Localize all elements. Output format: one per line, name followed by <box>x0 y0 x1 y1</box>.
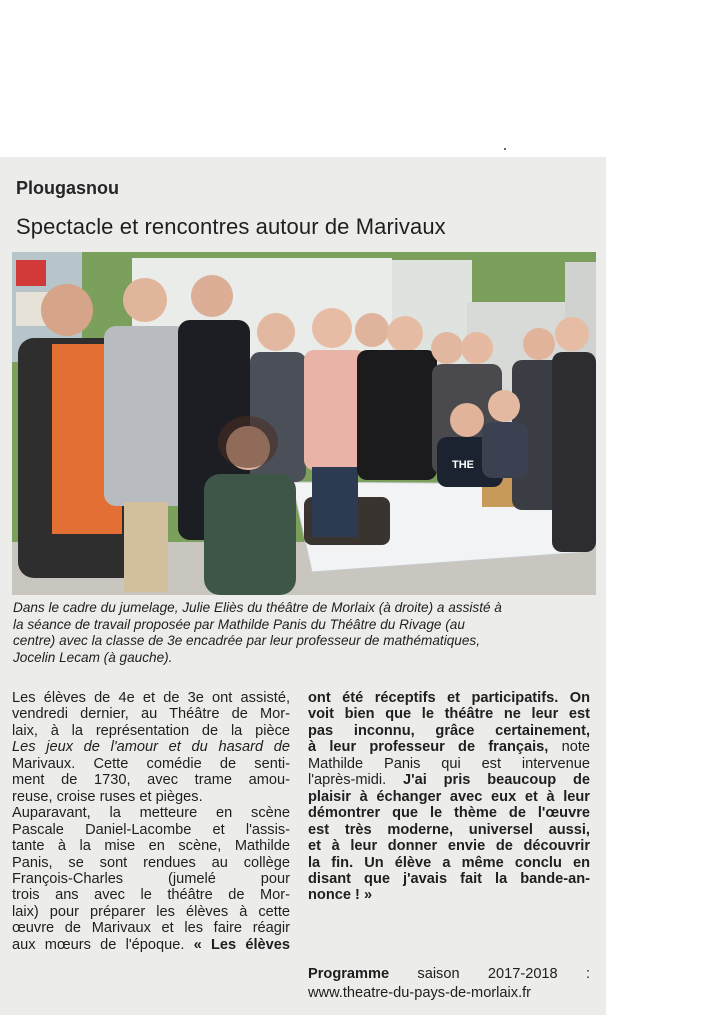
body-text: tante à la mise en scène, Mathilde <box>12 838 290 855</box>
article-body-left-column <box>12 690 290 953</box>
body-line <box>308 855 590 871</box>
body-text: Les élèves de 4e et de 3e ont assisté, <box>12 690 290 706</box>
program-line <box>308 965 590 984</box>
body-text: « Les élèves <box>193 936 290 953</box>
body-line <box>12 822 290 838</box>
body-line <box>12 756 290 772</box>
body-text: aux mœurs de l'époque. <box>12 936 194 953</box>
body-text: François-Charles (jumelé pour <box>12 870 290 887</box>
body-text: Marivaux. Cette comédie de senti- <box>12 755 290 772</box>
body-line <box>12 690 290 706</box>
body-text: pas inconnu, grâce certainement, <box>308 722 590 739</box>
article-headline: Spectacle et rencontres autour de Marivaux <box>16 214 446 239</box>
caption-line: Jocelin Lecam (à gauche). <box>13 649 173 665</box>
program-season: saison 2017-2018 : <box>417 966 590 982</box>
poster <box>16 260 46 286</box>
body-line <box>308 789 590 805</box>
body-line <box>12 937 290 953</box>
classroom-photo-illustration <box>12 252 596 595</box>
body-line <box>12 772 290 788</box>
location-kicker: Plougasnou <box>16 178 119 198</box>
body-text: est très moderne, universel aussi, <box>308 821 590 838</box>
group-photo <box>12 252 596 595</box>
body-text: laix) pour préparer les élèves à cette <box>12 903 290 920</box>
body-line <box>12 904 290 920</box>
body-line <box>12 920 290 936</box>
body-text: Mathilde Panis qui est intervenue <box>308 755 590 772</box>
body-text: disant que j'avais fait la bande-an- <box>308 870 590 887</box>
body-text: note <box>561 739 590 756</box>
program-info <box>308 965 590 1003</box>
body-text: voit bien que le théâtre ne leur est <box>308 706 590 723</box>
body-line <box>12 706 290 722</box>
body-line <box>12 871 290 887</box>
body-line <box>12 739 290 755</box>
photo-caption <box>13 600 595 666</box>
body-text: reuse, croise ruses et pièges. <box>12 788 203 805</box>
body-line <box>308 871 590 887</box>
sweater-print: THE <box>452 459 474 471</box>
caption-line: centre) avec la classe de 3e encadrée par leur professeur de mathématiques, <box>13 633 480 649</box>
body-text: à leur professeur de français, <box>308 739 562 756</box>
body-text: plaisir à échanger avec eux et à leur <box>308 788 590 805</box>
body-text: ont été réceptifs et participatifs. On <box>308 690 590 706</box>
body-text: vendredi dernier, au Théâtre de Mor- <box>12 706 290 723</box>
stray-dot <box>504 148 506 150</box>
body-line <box>308 822 590 838</box>
body-text: œuvre de Marivaux et les faire réagir <box>12 920 290 937</box>
caption-line: Dans le cadre du jumelage, Julie Eliès du théâtre de Morlaix (à droite) a assisté à <box>13 600 502 615</box>
body-line <box>308 772 590 788</box>
body-text: ment de 1730, avec trame amou- <box>12 772 290 789</box>
body-text: la fin. Un élève a même conclu en <box>308 854 590 871</box>
body-text: laix, à la représentation de la pièce <box>12 722 290 739</box>
body-line <box>12 887 290 903</box>
body-text: Panis, se sont rendues au collège <box>12 854 290 871</box>
body-line <box>308 690 590 706</box>
body-text: Auparavant, la metteure en scène <box>12 805 290 822</box>
body-text: Les jeux de l'amour et du hasard de <box>12 739 290 756</box>
body-line <box>12 789 290 805</box>
program-label: Programme <box>308 966 390 982</box>
caption-line: la séance de travail proposée par Mathilde Panis du Théâtre du Rivage (au <box>13 616 465 632</box>
body-text: l'après-midi. <box>308 772 404 789</box>
body-line <box>308 723 590 739</box>
body-text: démontrer que le thème de l'œuvre <box>308 805 590 822</box>
body-line <box>308 887 590 903</box>
body-line <box>12 855 290 871</box>
body-line <box>308 756 590 772</box>
body-line <box>308 706 590 722</box>
body-line <box>12 805 290 821</box>
body-line <box>308 838 590 854</box>
body-text: et à leur donner envie de découvrir <box>308 838 590 855</box>
body-text: trois ans avec le théâtre de Mor- <box>12 887 290 904</box>
body-line <box>308 739 590 755</box>
body-line <box>12 838 290 854</box>
body-line <box>308 805 590 821</box>
body-text: J'ai pris beaucoup de <box>403 772 590 789</box>
article-body-right-column <box>308 690 590 904</box>
body-line <box>12 723 290 739</box>
body-text: nonce ! » <box>308 887 373 904</box>
body-text: Pascale Daniel-Lacombe et l'assis- <box>12 821 290 838</box>
program-url: www.theatre-du-pays-de-morlaix.fr <box>308 985 532 1001</box>
